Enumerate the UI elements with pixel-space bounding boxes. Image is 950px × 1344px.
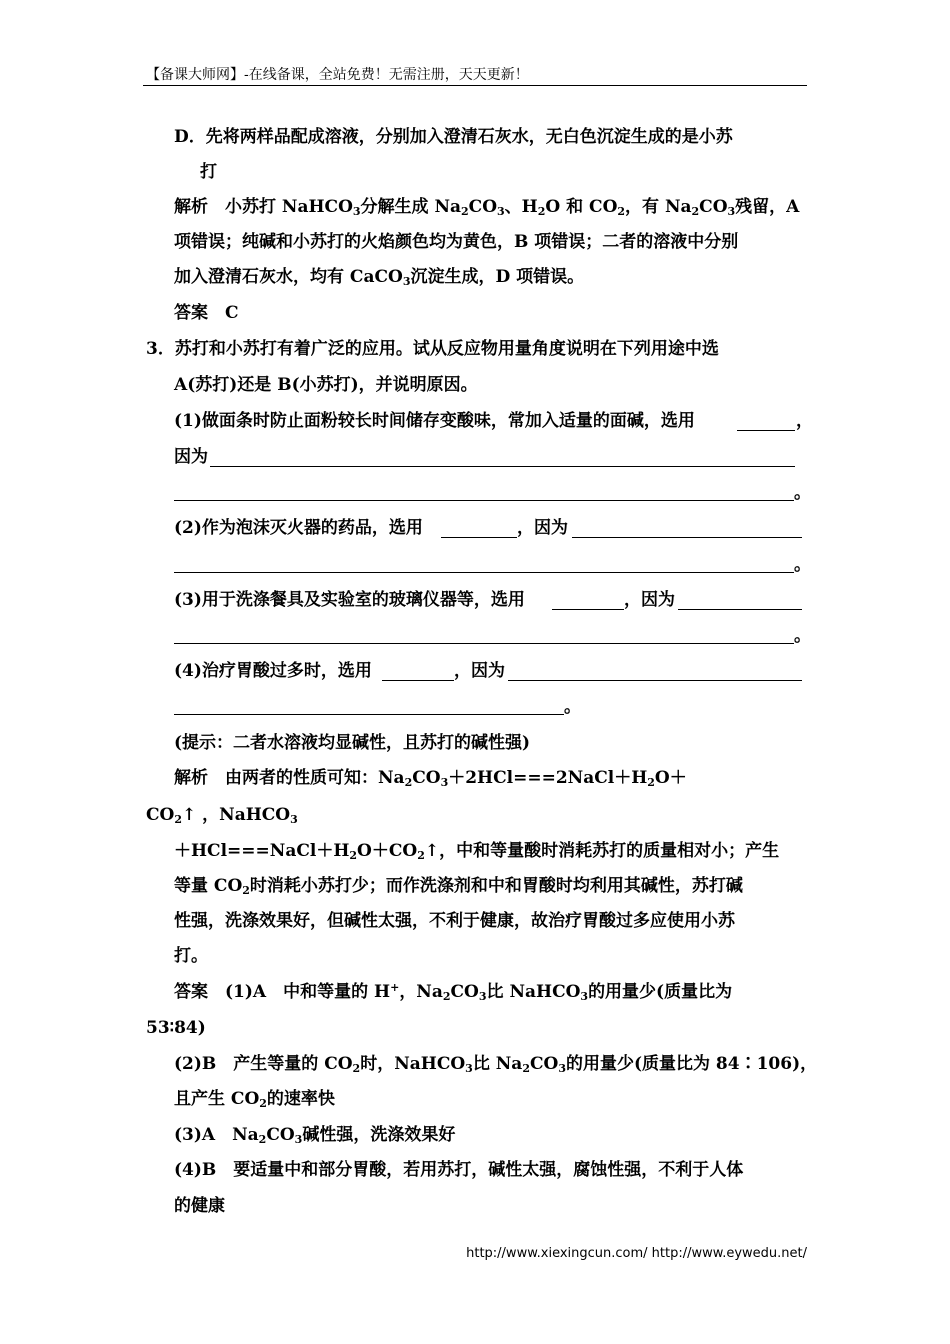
answer-line [174, 302, 239, 324]
q3-sub2-period: 。 [794, 555, 811, 575]
page-footer: http://www.xiexingcun.com/ http://www.eywedu.net/ [466, 1246, 807, 1261]
q3-analysis-line3: $+HCl===NaCl+H_2O+CO_2↑$，中和等量酸时消耗苏打的质量相对小；产生 [174, 841, 780, 862]
q3-answer-line3: (2)B 产生等量的 $CO_2$时，NaHCO$_3$比 $Na_2CO_3$的用量少(质量比为 84∶106)， [174, 1054, 818, 1075]
q3-sub2: (2)作为泡沫灭火器的药品，选用 [174, 518, 423, 538]
q3-sub2-reason-blank-2[interactable] [174, 572, 794, 573]
q3-answer-label: 答案 [174, 982, 208, 1002]
q3-sub1-because: 因为 [174, 447, 208, 467]
q3-sub3: (3)用于洗涤餐具及实验室的玻璃仪器等，选用 [174, 590, 525, 610]
q3-sub4-reason-blank-2[interactable] [174, 714, 564, 715]
q3-analysis-label: 解析 [174, 768, 208, 788]
q3-analysis-line4: 等量 $CO_2$时消耗小苏打少；而作洗涤剂和中和胃酸时均利用其碱性，苏打碱 [174, 876, 743, 897]
analysis-label: 解析 [174, 197, 208, 217]
analysis-line2: 项错误；纯碱和小苏打的火焰颜色均为黄色，B 项错误；二者的溶液中分别 [174, 232, 739, 252]
q3-stem-line2: A(苏打)还是 B(小苏打)，并说明原因。 [174, 375, 478, 395]
analysis-line1: 解析 小苏打 NaHCO$_3$分解生成 $Na_2CO_3$、$H_2O$ 和 $CO_2$，有 $Na_2CO_3$残留，A [174, 197, 800, 218]
q3-sub4-reason-blank[interactable] [508, 680, 802, 681]
q3-answer-line6: (4)B 要适量中和部分胃酸，若用苏打，碱性太强，腐蚀性强，不利于人体 [174, 1160, 744, 1180]
q3-sub3-because: ，因为 [624, 590, 675, 610]
q3-answer-line1: 答案 (1)A 中和等量的 H+，$Na_2CO_3$比 NaHCO$_3$的用量少(质量比为 [174, 981, 733, 1003]
q3-analysis-line5: 性强，洗涤效果好，但碱性太强，不利于健康，故治疗胃酸过多应使用小苏 [174, 911, 735, 931]
q3-sub1-comma: ， [796, 411, 813, 431]
q3-sub2-reason-blank[interactable] [572, 537, 802, 538]
option-d-line2: 打 [200, 162, 217, 182]
q3-sub4-because: ，因为 [454, 661, 505, 681]
q3-hint: (提示：二者水溶液均显碱性，且苏打的碱性强) [174, 733, 531, 753]
q3-sub1-choice-blank[interactable] [737, 430, 795, 431]
q3-answer-line5: (3)A $Na_2CO_3$碱性强，洗涤效果好 [174, 1125, 456, 1146]
q3-sub2-because: ，因为 [517, 518, 568, 538]
q3-sub3-choice-blank[interactable] [552, 609, 624, 610]
q3-analysis-line6: 打。 [174, 946, 208, 966]
q3-sub4-period: 。 [564, 697, 581, 717]
q3-answer-line7: 的健康 [174, 1196, 225, 1216]
q3-sub3-period: 。 [794, 626, 811, 646]
q3-sub1-period: 。 [794, 483, 811, 503]
analysis-line3: 加入澄清石灰水，均有 CaCO$_3$沉淀生成，D 项错误。 [174, 267, 585, 288]
header-rule [143, 85, 807, 86]
q3-analysis-line2: $CO_2↑$ ，NaHCO$_3$ [146, 805, 298, 826]
answer-label: 答案 [174, 303, 208, 323]
q3-sub1-reason-blank-2[interactable] [174, 500, 794, 501]
q3-sub3-reason-blank[interactable] [678, 609, 802, 610]
q3-stem-line1: 3．苏打和小苏打有着广泛的应用。试从反应物用量角度说明在下列用途中选 [146, 339, 719, 359]
q3-answer-line4: 且产生 $CO_2$的速率快 [174, 1089, 335, 1110]
q3-sub3-reason-blank-2[interactable] [174, 643, 794, 644]
q3-answer-line2: 53∶84) [146, 1018, 206, 1038]
q3-sub2-choice-blank[interactable] [441, 537, 517, 538]
q3-sub1: (1)做面条时防止面粉较长时间储存变酸味，常加入适量的面碱，选用 [174, 411, 695, 431]
option-d-line1: D．先将两样品配成溶液，分别加入澄清石灰水，无白色沉淀生成的是小苏 [174, 127, 733, 147]
q3-sub4-choice-blank[interactable] [382, 680, 454, 681]
q3-sub1-reason-blank[interactable] [210, 466, 795, 467]
page-header: 【备课大师网】-在线备课，全站免费！无需注册，天天更新！ [146, 67, 529, 83]
answer-value: C [225, 303, 239, 323]
q3-analysis-line1: 解析 由两者的性质可知：$Na_2CO_3+2HCl===2NaCl+H_2O+$ [174, 768, 687, 789]
q3-sub4: (4)治疗胃酸过多时，选用 [174, 661, 372, 681]
